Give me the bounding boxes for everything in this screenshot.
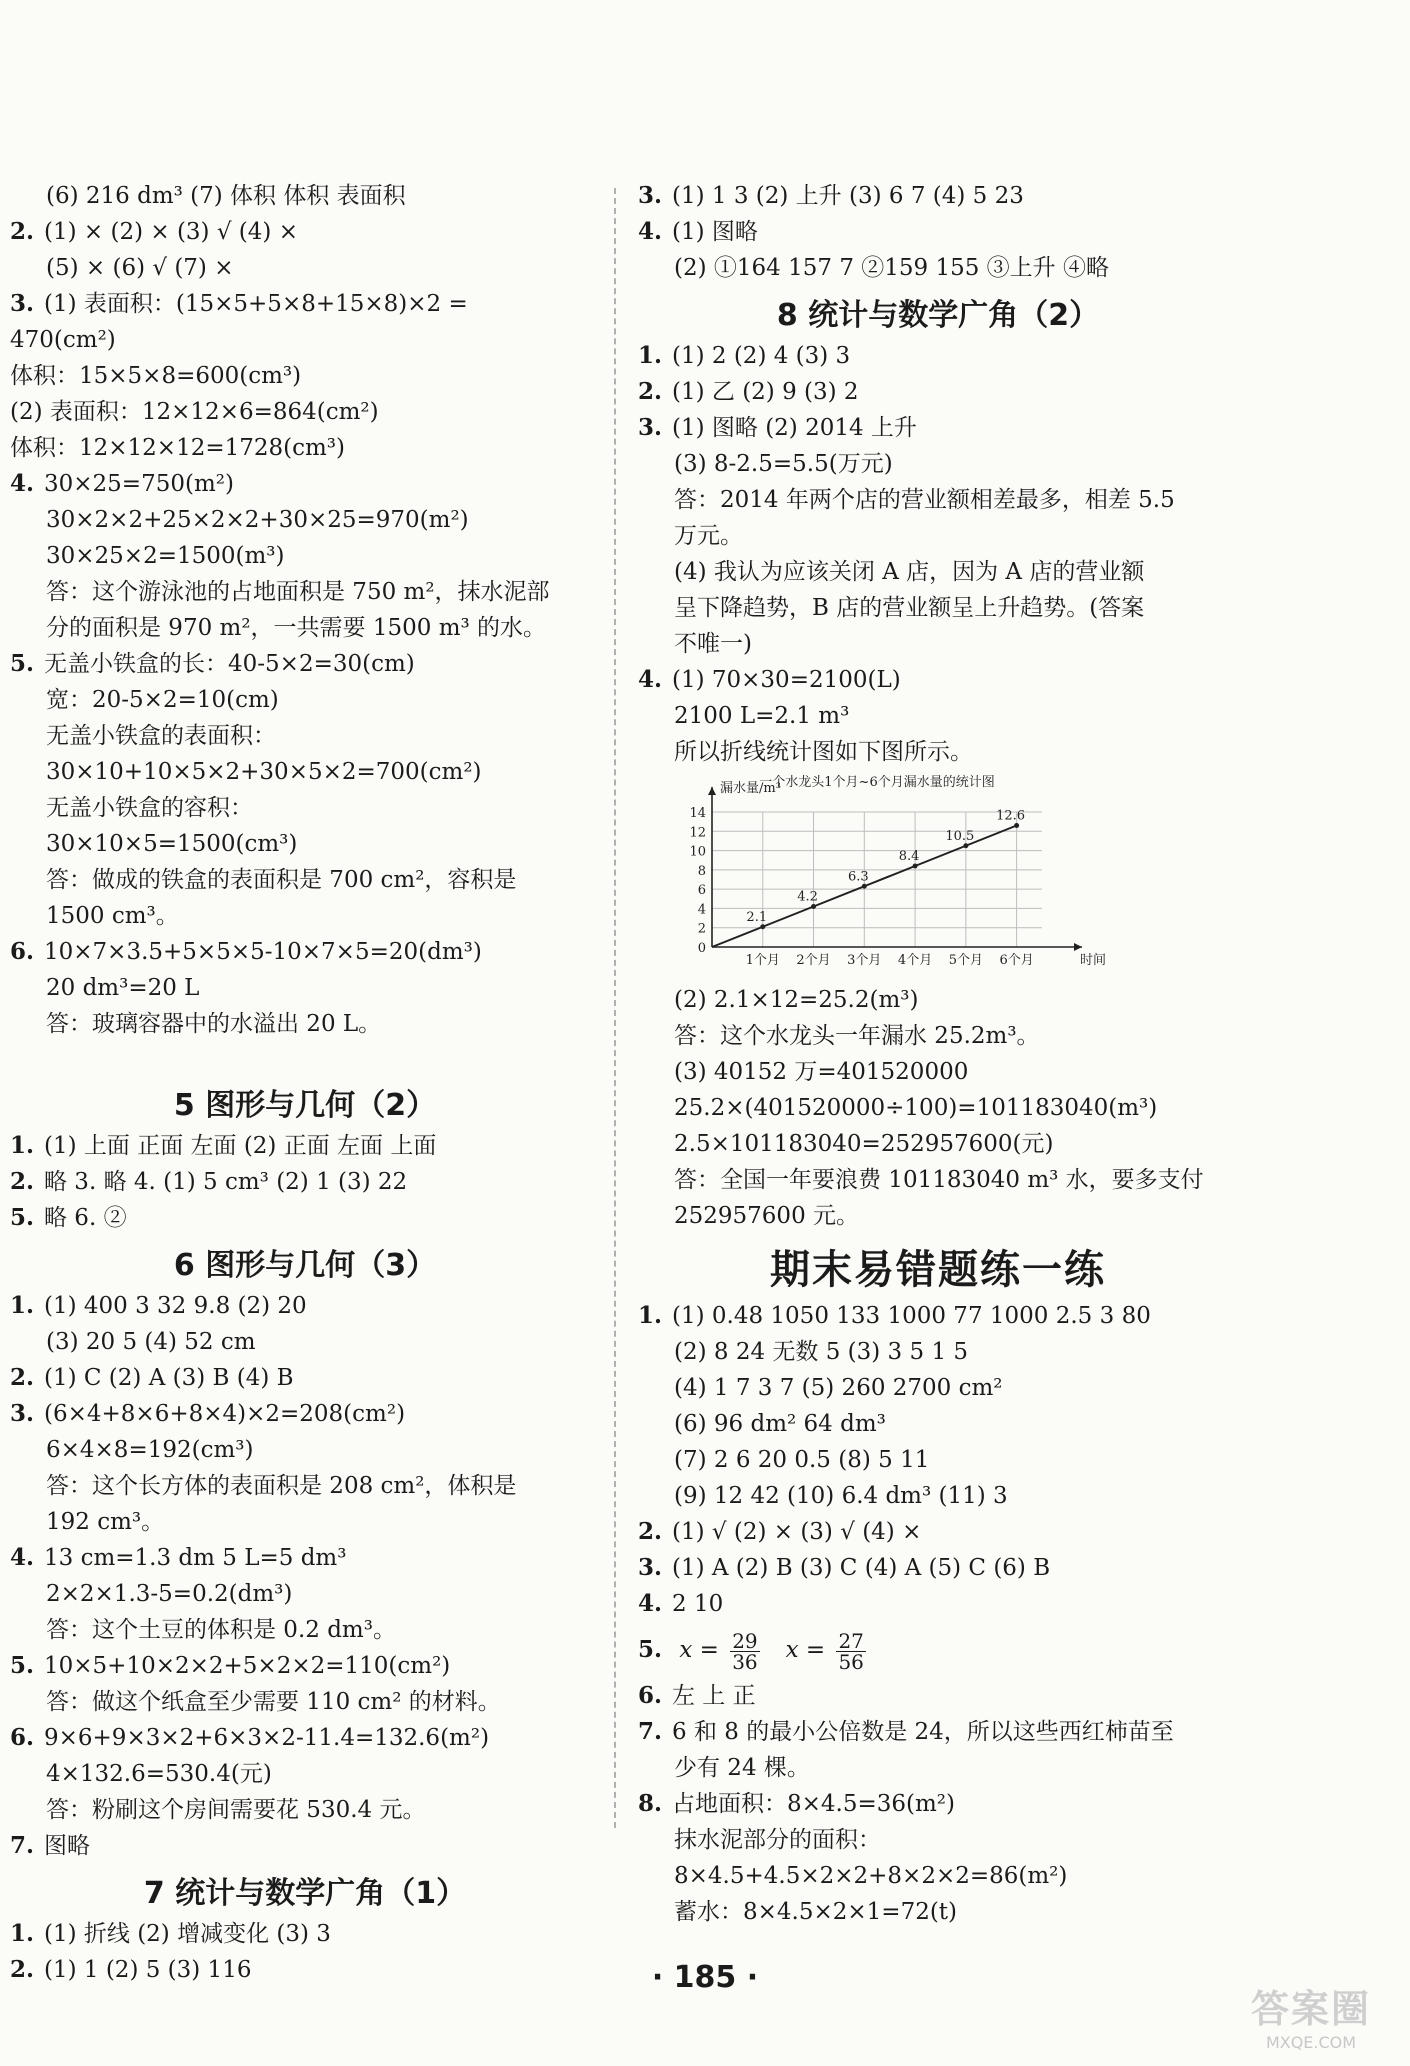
answer-text: 体积：12×12×12=1728(cm³) xyxy=(10,435,346,461)
section-title-6: 6 图形与几何（3） xyxy=(173,1248,437,1283)
answer-line xyxy=(638,1750,1238,1786)
answer-line xyxy=(10,1432,600,1468)
answer-line xyxy=(638,1126,1238,1162)
data-point xyxy=(963,843,968,848)
question-number: 4. xyxy=(638,666,663,693)
answer-text: (1) 2 (2) 4 (3) 3 xyxy=(672,343,851,369)
answers-block-6 xyxy=(10,1288,600,1864)
answer-line xyxy=(638,1162,1238,1198)
answer-text: 10×7×3.5+5×5×5-10×7×5=20(dm³) xyxy=(44,939,482,965)
question-number: 4. xyxy=(10,470,35,497)
watermark-seal: 答案圈 xyxy=(1250,1987,1371,2031)
answer-text: (1) 400 3 32 9.8 (2) 20 xyxy=(44,1293,307,1319)
left-column xyxy=(10,178,600,1988)
data-label: 12.6 xyxy=(996,808,1026,824)
answer-text: 答：这个长方体的表面积是 208 cm²，体积是 xyxy=(46,1473,517,1499)
answer-text: (9) 12 42 (10) 6.4 dm³ (11) 3 xyxy=(674,1483,1008,1509)
answer-text: (1) 图略 (2) 2014 上升 xyxy=(672,415,917,441)
question-number: 1. xyxy=(10,1292,35,1319)
y-tick-label: 12 xyxy=(689,825,706,841)
right-column xyxy=(638,178,1238,1930)
answer-text: 4×132.6=530.4(元) xyxy=(46,1761,272,1787)
answer-line xyxy=(638,1298,1238,1334)
answer-line xyxy=(638,1678,1238,1714)
answer-line xyxy=(638,1858,1238,1894)
answer-text: (6) 216 dm³ (7) 体积 体积 表面积 xyxy=(46,183,406,209)
answer-text: 抹水泥部分的面积： xyxy=(674,1827,881,1853)
y-tick-label: 2 xyxy=(697,921,706,937)
answer-line xyxy=(10,1360,600,1396)
numerator: 27 xyxy=(838,1628,864,1653)
answer-text: 答：做这个纸盒至少需要 110 cm² 的材料。 xyxy=(46,1689,501,1715)
question-number: 3. xyxy=(638,414,663,441)
answer-text: 蓄水：8×4.5×2×1=72(t) xyxy=(674,1899,958,1925)
answer-line xyxy=(638,554,1238,590)
answer-text: (1) 1 3 (2) 上升 (3) 6 7 (4) 5 23 xyxy=(672,183,1024,209)
answer-line xyxy=(638,1090,1238,1126)
answer-line xyxy=(10,718,600,754)
answer-line xyxy=(10,394,600,430)
answer-line xyxy=(10,250,600,286)
answer-text: 少有 24 棵。 xyxy=(674,1755,810,1781)
answer-text: 无盖小铁盒的长：40-5×2=30(cm) xyxy=(44,651,415,677)
answer-text: (1) 1 (2) 5 (3) 116 xyxy=(44,1957,252,1983)
answer-line xyxy=(638,1334,1238,1370)
answer-text: 答：这个游泳池的占地面积是 750 m²，抹水泥部 xyxy=(46,579,550,605)
answer-line xyxy=(10,1396,600,1432)
answer-text: 2 10 xyxy=(672,1591,724,1617)
question-number: 4. xyxy=(638,1590,663,1617)
data-label: 10.5 xyxy=(945,828,975,844)
eq-var-1: x = xyxy=(679,1637,719,1663)
answer-line xyxy=(10,898,600,934)
answer-text: 图略 xyxy=(44,1833,90,1859)
answer-text: 左 上 正 xyxy=(672,1683,756,1709)
answer-line xyxy=(638,1478,1238,1514)
x-tick-label: 5个月 xyxy=(948,953,983,968)
answer-line xyxy=(10,682,600,718)
question-number: 6. xyxy=(638,1682,663,1709)
answer-line-q5 xyxy=(638,1622,1238,1678)
data-point xyxy=(811,904,816,909)
question-number: 2. xyxy=(10,1168,35,1195)
question-number: 3. xyxy=(10,1400,35,1427)
answer-line xyxy=(638,1586,1238,1622)
answer-text: 答：全国一年要浪费 101183040 m³ 水，要多支付 xyxy=(674,1167,1204,1193)
answer-text: 2.5×101183040=252957600(元) xyxy=(674,1131,1054,1157)
page-number: · 185 · xyxy=(651,1960,759,1995)
answer-text: (1) 上面 正面 左面 (2) 正面 左面 上面 xyxy=(44,1133,437,1159)
question-number: 5. xyxy=(10,650,35,677)
x-tick-label: 6个月 xyxy=(999,953,1034,968)
answer-text: 万元。 xyxy=(674,523,743,549)
answer-line xyxy=(638,1406,1238,1442)
data-label: 4.2 xyxy=(797,889,818,905)
question-number: 6. xyxy=(10,938,35,965)
y-tick-label: 10 xyxy=(689,844,706,860)
question-number: 6. xyxy=(10,1724,35,1751)
answer-text: (3) 8-2.5=5.5(万元) xyxy=(674,451,893,477)
y-tick-label: 8 xyxy=(697,863,706,879)
question-number: 2. xyxy=(10,1956,35,1983)
watermark-url: MXQE.COM xyxy=(1265,2033,1357,2052)
answer-text: (1) A (2) B (3) C (4) A (5) C (6) B xyxy=(672,1555,1051,1581)
answer-line xyxy=(10,466,600,502)
y-axis-arrow xyxy=(708,787,716,795)
chart-title: 一个水龙头1个月~6个月漏水量的统计图 xyxy=(759,775,995,790)
answers-block-8 xyxy=(638,338,1238,770)
answer-text: 无盖小铁盒的表面积： xyxy=(46,723,276,749)
answer-text: 13 cm=1.3 dm 5 L=5 dm³ xyxy=(44,1545,347,1571)
y-tick-label: 0 xyxy=(697,941,706,956)
answer-line xyxy=(10,646,600,682)
question-number: 4. xyxy=(638,218,663,245)
question-number: 4. xyxy=(10,1544,35,1571)
answer-line xyxy=(10,1540,600,1576)
question-number: 2. xyxy=(10,1364,35,1391)
answer-line xyxy=(638,1894,1238,1930)
answer-line xyxy=(10,1576,600,1612)
answer-line xyxy=(10,826,600,862)
answer-line xyxy=(638,1198,1238,1234)
answer-line xyxy=(638,214,1238,250)
answer-line xyxy=(10,322,600,358)
y-tick-label: 14 xyxy=(689,806,706,821)
answer-text: 30×10+10×5×2+30×5×2=700(cm²) xyxy=(46,759,482,785)
answer-line xyxy=(10,1324,600,1360)
answer-line xyxy=(10,1200,600,1236)
y-axis-label: 漏水量/m³ xyxy=(720,781,781,796)
answer-line xyxy=(638,250,1238,286)
answer-text: 20 dm³=20 L xyxy=(46,975,200,1001)
answer-line xyxy=(10,358,600,394)
answer-text: (1) × (2) × (3) √ (4) × xyxy=(44,219,298,245)
answer-line xyxy=(638,1822,1238,1858)
denominator: 56 xyxy=(838,1649,864,1674)
answer-text: 8×4.5+4.5×2×2+8×2×2=86(m²) xyxy=(674,1863,1068,1889)
section-title-8: 8 统计与数学广角（2） xyxy=(776,298,1100,333)
answer-text: 答：粉刷这个房间需要花 530.4 元。 xyxy=(46,1797,426,1823)
answer-line xyxy=(10,1288,600,1324)
fraction-1 xyxy=(730,1628,759,1674)
answer-line xyxy=(10,934,600,970)
answer-line xyxy=(10,430,600,466)
answer-line xyxy=(638,1370,1238,1406)
section-title-5: 5 图形与几何（2） xyxy=(173,1088,437,1123)
answer-line xyxy=(10,754,600,790)
answer-line xyxy=(10,1612,600,1648)
answer-text: 470(cm²) xyxy=(10,327,116,353)
data-label: 6.3 xyxy=(847,869,869,885)
answer-line xyxy=(638,178,1238,214)
answers-block-7-cont xyxy=(638,178,1238,286)
answer-line xyxy=(638,518,1238,554)
answer-text: 30×2×2+25×2×2+30×25=970(m²) xyxy=(46,507,469,533)
answers-final-a xyxy=(638,1298,1238,1622)
question-number: 8. xyxy=(638,1790,663,1817)
answer-text: 所以折线统计图如下图所示。 xyxy=(674,739,973,765)
data-label: 8.4 xyxy=(898,849,920,864)
answer-text: (2) 2.1×12=25.2(m³) xyxy=(674,987,919,1013)
answer-text: 10×5+10×2×2+5×2×2=110(cm²) xyxy=(44,1653,451,1679)
answer-line xyxy=(10,1720,600,1756)
answer-text: (5) × (6) √ (7) × xyxy=(46,255,234,281)
answer-text: (2) 8 24 无数 5 (3) 3 5 1 5 xyxy=(674,1339,969,1365)
answer-text: 30×10×5=1500(cm³) xyxy=(46,831,298,857)
answer-text: (1) 0.48 1050 133 1000 77 1000 2.5 3 80 xyxy=(672,1303,1151,1329)
answer-line xyxy=(638,410,1238,446)
answer-text: (1) 图略 xyxy=(672,219,758,245)
question-number: 2. xyxy=(638,378,663,405)
answer-line xyxy=(10,1468,600,1504)
watermark-logo xyxy=(1226,1978,1396,2058)
answer-text: 略 6. ② xyxy=(44,1205,127,1231)
answer-line xyxy=(638,1714,1238,1750)
answer-line xyxy=(638,482,1238,518)
x-tick-label: 3个月 xyxy=(847,953,882,968)
answer-line xyxy=(638,590,1238,626)
answer-text: 答：玻璃容器中的水溢出 20 L。 xyxy=(46,1011,382,1037)
answer-line xyxy=(10,1128,600,1164)
question-number: 3. xyxy=(638,1554,663,1581)
answer-text: 2100 L=2.1 m³ xyxy=(674,703,850,729)
answer-text: (1) 表面积：(15×5+5×8+15×8)×2 = xyxy=(44,291,468,317)
answer-text: (7) 2 6 20 0.5 (8) 5 11 xyxy=(674,1447,930,1473)
answer-text: 6 和 8 的最小公倍数是 24，所以这些西红柿苗至 xyxy=(672,1719,1174,1745)
answer-text: (1) √ (2) × (3) √ (4) × xyxy=(672,1519,922,1545)
answer-text: 答：做成的铁盒的表面积是 700 cm²，容积是 xyxy=(46,867,517,893)
answer-line xyxy=(638,982,1238,1018)
answer-text: 宽：20-5×2=10(cm) xyxy=(46,687,279,713)
answer-line xyxy=(10,610,600,646)
answer-text: 呈下降趋势，B 店的营业额呈上升趋势。(答案 xyxy=(674,595,1145,621)
answer-line xyxy=(10,178,600,214)
answer-text: 9×6+9×3×2+6×3×2-11.4=132.6(m²) xyxy=(44,1725,490,1751)
x-tick-label: 4个月 xyxy=(897,953,933,968)
y-tick-label: 6 xyxy=(697,883,706,899)
data-point xyxy=(862,884,867,889)
question-number: 3. xyxy=(638,182,663,209)
answer-text: 30×25=750(m²) xyxy=(44,471,234,497)
question-number: 5. xyxy=(638,1636,663,1663)
answer-text: (4) 1 7 3 7 (5) 260 2700 cm² xyxy=(674,1375,1003,1401)
answers-block-8-cont xyxy=(638,982,1238,1234)
question-number: 3. xyxy=(10,290,35,317)
section-title-final: 期末易错题练一练 xyxy=(770,1247,1106,1293)
question-number: 2. xyxy=(638,1518,663,1545)
eq-var-2: x = xyxy=(785,1637,826,1663)
denominator: 36 xyxy=(732,1649,758,1674)
answer-line xyxy=(10,538,600,574)
column-divider xyxy=(614,188,616,1828)
answer-line xyxy=(638,1018,1238,1054)
question-number: 1. xyxy=(10,1920,35,1947)
answer-text: 答：这个水龙头一年漏水 25.2m³。 xyxy=(674,1023,1040,1049)
data-label: 2.1 xyxy=(746,909,768,925)
answer-text: 2×2×1.3-5=0.2(dm³) xyxy=(46,1581,293,1607)
answers-final-b xyxy=(638,1678,1238,1930)
question-number: 1. xyxy=(638,1302,663,1329)
answer-line xyxy=(638,1786,1238,1822)
answer-line xyxy=(638,698,1238,734)
answer-line xyxy=(638,1514,1238,1550)
leak-line-chart xyxy=(652,772,1107,982)
answer-text: (1) 乙 (2) 9 (3) 2 xyxy=(672,379,859,405)
answer-line xyxy=(638,626,1238,662)
answer-line xyxy=(10,1006,600,1042)
question-number: 7. xyxy=(638,1718,663,1745)
answer-text: 略 3. 略 4. (1) 5 cm³ (2) 1 (3) 22 xyxy=(44,1169,408,1195)
question-number: 5. xyxy=(10,1652,35,1679)
answer-line xyxy=(10,502,600,538)
numerator: 29 xyxy=(732,1628,758,1653)
answer-line xyxy=(10,1648,600,1684)
answer-text: 30×25×2=1500(m³) xyxy=(46,543,285,569)
answer-line xyxy=(638,662,1238,698)
answer-text: 不唯一) xyxy=(674,631,752,657)
y-tick-label: 4 xyxy=(697,902,706,918)
answer-text: 占地面积：8×4.5=36(m²) xyxy=(672,1791,955,1817)
data-point xyxy=(1014,823,1019,828)
answer-text: (1) 折线 (2) 增减变化 (3) 3 xyxy=(44,1921,331,1947)
answer-text: 体积：15×5×8=600(cm³) xyxy=(10,363,302,389)
answer-line xyxy=(638,734,1238,770)
answer-line xyxy=(10,214,600,250)
answer-text: (1) 70×30=2100(L) xyxy=(672,667,901,693)
answer-text: 25.2×(401520000÷100)=101183040(m³) xyxy=(674,1095,1158,1121)
answer-text: 分的面积是 970 m²，一共需要 1500 m³ 的水。 xyxy=(46,615,547,641)
x-tick-label: 1个月 xyxy=(745,953,780,968)
data-point xyxy=(913,864,918,869)
answer-line xyxy=(10,1504,600,1540)
answer-text: (4) 我认为应该关闭 A 店，因为 A 店的营业额 xyxy=(674,559,1145,585)
answer-line xyxy=(10,1828,600,1864)
x-axis-arrow xyxy=(1074,943,1082,951)
answer-text: (2) ①164 157 7 ②159 155 ③上升 ④略 xyxy=(674,255,1109,281)
answer-line xyxy=(10,862,600,898)
answer-line xyxy=(638,1550,1238,1586)
answer-line xyxy=(638,338,1238,374)
question-number: 1. xyxy=(638,342,663,369)
section-title-7: 7 统计与数学广角（1） xyxy=(143,1876,467,1911)
answer-text: 6×4×8=192(cm³) xyxy=(46,1437,254,1463)
x-tick-label: 2个月 xyxy=(796,953,831,968)
answer-line xyxy=(10,1756,600,1792)
answer-text: (3) 20 5 (4) 52 cm xyxy=(46,1329,256,1355)
answer-line xyxy=(10,1792,600,1828)
answer-line xyxy=(10,1916,600,1952)
answer-text: (6) 96 dm² 64 dm³ xyxy=(674,1411,886,1437)
answer-text: 192 cm³。 xyxy=(46,1509,165,1535)
answer-text: 1500 cm³。 xyxy=(46,903,179,929)
answer-text: (2) 表面积：12×12×6=864(cm²) xyxy=(10,399,379,425)
x-axis-label: 时间 xyxy=(1080,953,1107,968)
answer-text: 252957600 元。 xyxy=(674,1203,860,1229)
answer-text: 答：这个土豆的体积是 0.2 dm³。 xyxy=(46,1617,396,1643)
answer-line xyxy=(638,374,1238,410)
answer-text: 答：2014 年两个店的营业额相差最多，相差 5.5 xyxy=(674,487,1175,513)
answer-line xyxy=(10,574,600,610)
answer-text: (3) 40152 万=401520000 xyxy=(674,1059,969,1085)
answers-block-4 xyxy=(10,178,600,1042)
answer-text: (1) C (2) A (3) B (4) B xyxy=(44,1365,294,1391)
answer-line xyxy=(10,970,600,1006)
answer-text: 无盖小铁盒的容积： xyxy=(46,795,253,821)
question-number: 2. xyxy=(10,218,35,245)
answer-line xyxy=(638,1054,1238,1090)
question-number: 7. xyxy=(10,1832,35,1859)
question-number: 5. xyxy=(10,1204,35,1231)
answer-line xyxy=(10,790,600,826)
answer-line xyxy=(10,286,600,322)
answer-line xyxy=(638,1442,1238,1478)
answer-text: (6×4+8×6+8×4)×2=208(cm²) xyxy=(44,1401,406,1427)
answer-line xyxy=(10,1164,600,1200)
data-point xyxy=(760,924,765,929)
fraction-2 xyxy=(836,1628,865,1674)
question-number: 1. xyxy=(10,1132,35,1159)
answers-block-5 xyxy=(10,1128,600,1236)
answer-line xyxy=(638,446,1238,482)
answer-line xyxy=(10,1684,600,1720)
